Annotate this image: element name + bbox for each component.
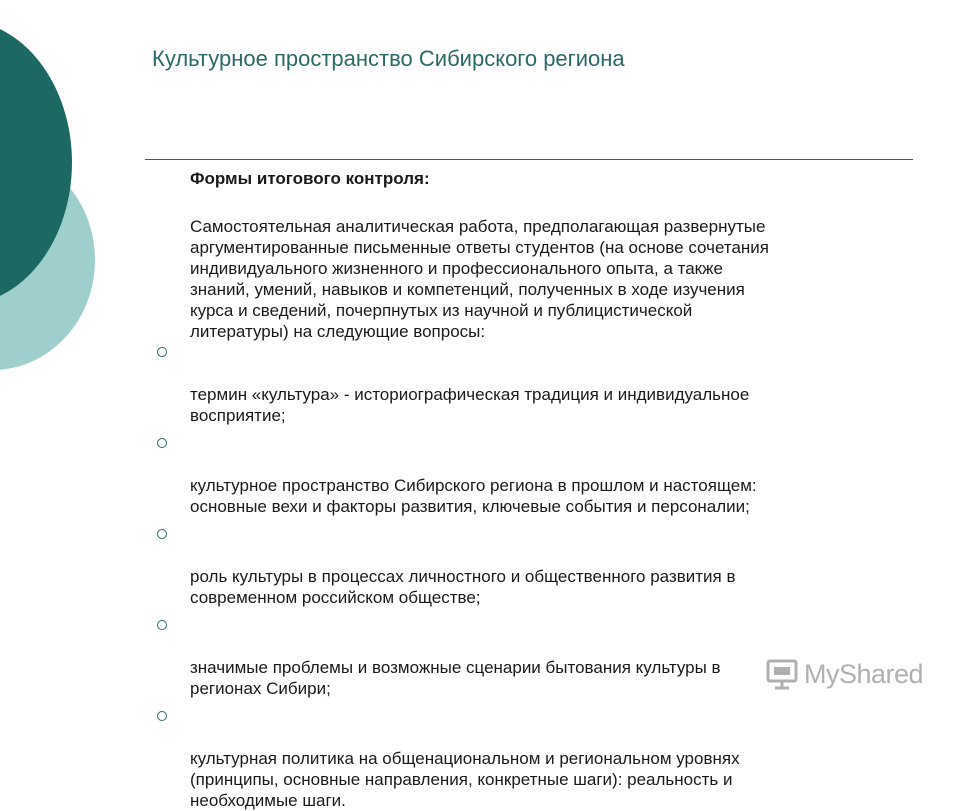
circle-bullet-icon: [157, 620, 167, 630]
decorative-circle-dark: [0, 20, 72, 305]
decorative-circle-light: [0, 150, 95, 370]
list-item: [190, 342, 910, 426]
circle-bullet-icon: [157, 438, 167, 448]
section-heading: Формы итогового контроля:: [190, 169, 430, 188]
list-item-text: культурное пространство Сибирского региона в прошлом и настоящем: основные вехи и факторы развития, ключевые события и персоналии;: [190, 476, 757, 516]
list-item: [190, 433, 910, 517]
list-item-text: культурная политика на общенациональном и региональном уровнях (принципы, основные направления, конкретные шаги): реальность и необходимые шаги.: [190, 749, 740, 810]
slide-title: Культурное пространство Сибирского региона: [152, 46, 625, 71]
title-divider: [145, 159, 913, 160]
circle-bullet-icon: [157, 529, 167, 539]
presentation-board-icon: [766, 658, 798, 690]
list-item-text: термин «культура» - историографическая традиция и индивидуальное восприятие;: [190, 385, 750, 425]
watermark-text: MyShared: [804, 658, 924, 689]
list-item-text: значимые проблемы и возможные сценарии бытования культуры в регионах Сибири;: [190, 658, 721, 698]
slide-body: [190, 168, 910, 811]
list-item: [190, 706, 910, 811]
list-item: [190, 524, 910, 608]
list-item-text: роль культуры в процессах личностного и общественного развития в современном российском обществе;: [190, 567, 736, 607]
circle-bullet-icon: [157, 347, 167, 357]
myshared-watermark: [766, 656, 923, 692]
question-list: [190, 342, 910, 811]
intro-paragraph: Самостоятельная аналитическая работа, предполагающая развернутые аргументированные письменные ответы студентов (на основе сочетания индивидуального жизненного и профессионального опыта, а также знаний, умений, навыков и компетенций, полученных в ходе изучения курса и сведений, почерпнутых из научной и публицистической литературы) на следующие вопросы:: [190, 217, 769, 341]
